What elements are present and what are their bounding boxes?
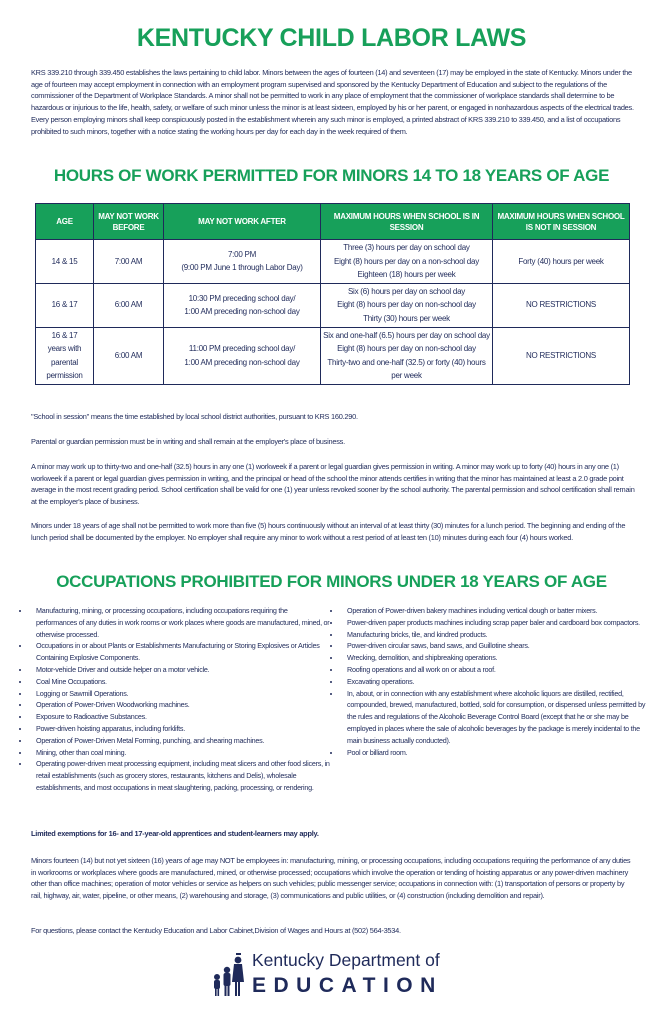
occupation-item: • Power-driven paper products machines including scrap paper baler and cardboard box compactors. [341,617,649,629]
occupation-item: • Motor-vehicle Driver and outside helper on a motor vehicle. [30,664,330,676]
cell-not-after: 10:30 PM preceding school day/ 1:00 AM preceding non-school day [164,283,321,327]
note-lunch: Minors under 18 years of age shall not be permitted to work more than five (5) hours continuously without an interval of at least thirty (30) minutes for a lunch period. The beginning and ending of the lunch period shall be documented by the employer. No employer shall require any minor to work without a rest period of at least ten (10) minutes during each four (4) hours worked. [31,521,626,542]
occupation-item: • Occupations in or about Plants or Establishments Manufacturing or Storing Explosives or Articles Containing Explosive Components. [30,640,330,664]
occupation-item: • Power-driven circular saws, band saws, and Guillotine shears. [341,640,649,652]
occupation-item: • Operating power-driven meat processing equipment, including meat slicers and other food slicers, in retail establishments (such as grocery stores, restaurants, kitchens and Delis), wholesale establishments, and most occupations in meat slaughtering, packing, processing, or rendering. [30,758,330,793]
occupation-item: • Exposure to Radioactive Substances. [30,711,330,723]
contact-info: For questions, please contact the Kentucky Education and Labor Cabinet,Division of Wages and Hours at (502) 564-3534. [31,926,401,935]
header-not-after: MAY NOT WORK AFTER [164,204,321,240]
table-row [36,240,630,284]
table-row [36,327,630,384]
note-permission: Parental or guardian permission must be in writing and shall remain at the employer's place of business. [31,437,345,446]
hours-heading: HOURS OF WORK PERMITTED FOR MINORS 14 TO 18 YEARS OF AGE [53,166,610,185]
cell-not-after: 11:00 PM preceding school day/ 1:00 AM preceding non-school day [164,327,321,384]
intro-paragraph: KRS 339.210 through 339.450 establishes the laws pertaining to child labor. Minors between the ages of fourteen (14) and seventeen (17) may be employed in the state of Kentucky. Minors under the age of fourteen may accept employment in connection with an employment program supervised and sponsored by the Kentucky Department of Education and subject to the regulations of the commissioner of the Department of Workplace Standards. A minor shall not be permitted to work in any place of employment that the commissioner of workplace standards shall determine to be hazardous or injurious to the life, health, safety, or welfare of such minor unless the minor is at least sixteen, employed by his or her parent, or engaged in nonhazardous aspects of the electrical trades. Every person employing minors shall keep conspicuously posted in the establishment wherein any such minor is employed, a printed abstract of KRS 339.210 to 339.450, and a list of occupations prohibited to such minors, together with a notice stating the working hours per day for each day in the week required of them. [31,68,634,136]
note-school-session: "School in session" means the time established by local school district authorities, pursuant to KRS 160.290. [31,412,358,421]
page-title: KENTUCKY CHILD LABOR LAWS [136,24,527,52]
occupation-item: • Roofing operations and all work on or about a roof. [341,664,649,676]
cell-age: 16 & 17 [36,283,94,327]
occupations-right-list [327,605,649,758]
cell-age: 16 & 17 years with parental permission [36,327,94,384]
occupation-item: • Power-driven hoisting apparatus, including forklifts. [30,723,330,735]
header-not-before: MAY NOT WORK BEFORE [94,204,164,240]
cell-not-after: 7:00 PM (9:00 PM June 1 through Labor Day) [164,240,321,284]
header-max-not-in-session: MAXIMUM HOURS WHEN SCHOOL IS NOT IN SESSION [493,204,630,240]
note-hours: A minor may work up to thirty-two and one-half (32.5) hours in any one (1) workweek if a parent or legal guardian gives permission in writing. A minor may work up to forty (40) hours in any one (1) workweek if a parent or legal guardian gives permission in writing, and the principal or head of the school the minor attends certifies in writing that the minor has maintained at least a 2.0 grade point average in the most recent grading period. School certification shall be valid for one (1) year unless revoked sooner by the school authority. The parental permission and school certification shall remain at the employer's place of business. [31,462,635,507]
cell-not-before: 6:00 AM [94,327,164,384]
cell-not-before: 6:00 AM [94,283,164,327]
occupation-item: • Manufacturing bricks, tile, and kindred products. [341,629,649,641]
exemptions-note: Limited exemptions for 16- and 17-year-old apprentices and student-learners may apply. [31,829,319,838]
occupation-item: • Operation of Power-driven bakery machines including vertical dough or batter mixers. [341,605,649,617]
table-header-row [36,204,630,240]
kde-logo [212,950,462,1002]
cell-max-in-session: Six (6) hours per day on school day Eight (8) hours per day on non-school day Thirty (30) hours per week [321,283,493,327]
occupation-item: • In, about, or in connection with any establishment where alcoholic liquors are distilled, rectified, compounded, brewed, manufactured, bottled, sold for consumption, or dispensed unless permitted by the rules and regulations of the Alcoholic Beverage Control Board (except that he or she may be employed in places where the sale of alcoholic beverages by the package is merely incidental to the main business actually conducted). [341,688,649,747]
occupation-item: • Operation of Power-Driven Metal Forming, punching, and shearing machines. [30,735,330,747]
occupation-item: • Excavating operations. [341,676,649,688]
logo-line2: EDUCATION [252,974,443,997]
occupation-item: • Mining, other than coal mining. [30,747,330,759]
header-age: AGE [36,204,94,240]
cell-max-in-session: Three (3) hours per day on school day Eight (8) hours per day on a non-school day Eighteen (18) hours per week [321,240,493,284]
cell-max-in-session: Six and one-half (6.5) hours per day on school day Eight (8) hours per day on non-school day Thirty-two and one-half (32.5) or forty (40) hours per week [321,327,493,384]
table-row [36,283,630,327]
occupations-heading: OCCUPATIONS PROHIBITED FOR MINORS UNDER 18 YEARS OF AGE [56,572,607,591]
family-silhouette-icon [212,950,248,1000]
cell-max-not-in-session: NO RESTRICTIONS [493,327,630,384]
occupation-item: • Coal Mine Occupations. [30,676,330,688]
logo-line1: Kentucky Department of [252,950,440,970]
cell-age: 14 & 15 [36,240,94,284]
occupation-item: • Logging or Sawmill Operations. [30,688,330,700]
header-max-in-session: MAXIMUM HOURS WHEN SCHOOL IS IN SESSION [321,204,493,240]
occupation-item: • Manufacturing, mining, or processing occupations, including occupations requiring the performances of any duties in work rooms or work places where goods are manufactured, mined, or otherwise processed. [30,605,330,640]
minors-14-15-paragraph: Minors fourteen (14) but not yet sixteen (16) years of age may NOT be employees in: manufacturing, mining, or processing occupations, including occupations requiring the performance of any duties in workrooms or workplaces where goods are manufactured, mined, or otherwise processed; occupations which involve the operation or tending of hoisting apparatus or any power-driven machinery other than office machines; operation of motor vehicles or service as helpers on such vehicles; public messenger service; occupations in connection with: (1) transportation of persons or property by rail, highway, air, water, pipeline, or other means, (2) warehousing and storage, (3) communications and public utilities, or (4) construction (including demolition and repair). [31,856,631,901]
occupation-item: • Pool or billiard room. [341,747,649,759]
cell-not-before: 7:00 AM [94,240,164,284]
cell-max-not-in-session: Forty (40) hours per week [493,240,630,284]
occupation-item: • Wrecking, demolition, and shipbreaking operations. [341,652,649,664]
occupations-left-list [16,605,330,794]
cell-max-not-in-session: NO RESTRICTIONS [493,283,630,327]
hours-table [35,203,630,385]
occupation-item: • Operation of Power-Driven Woodworking machines. [30,699,330,711]
